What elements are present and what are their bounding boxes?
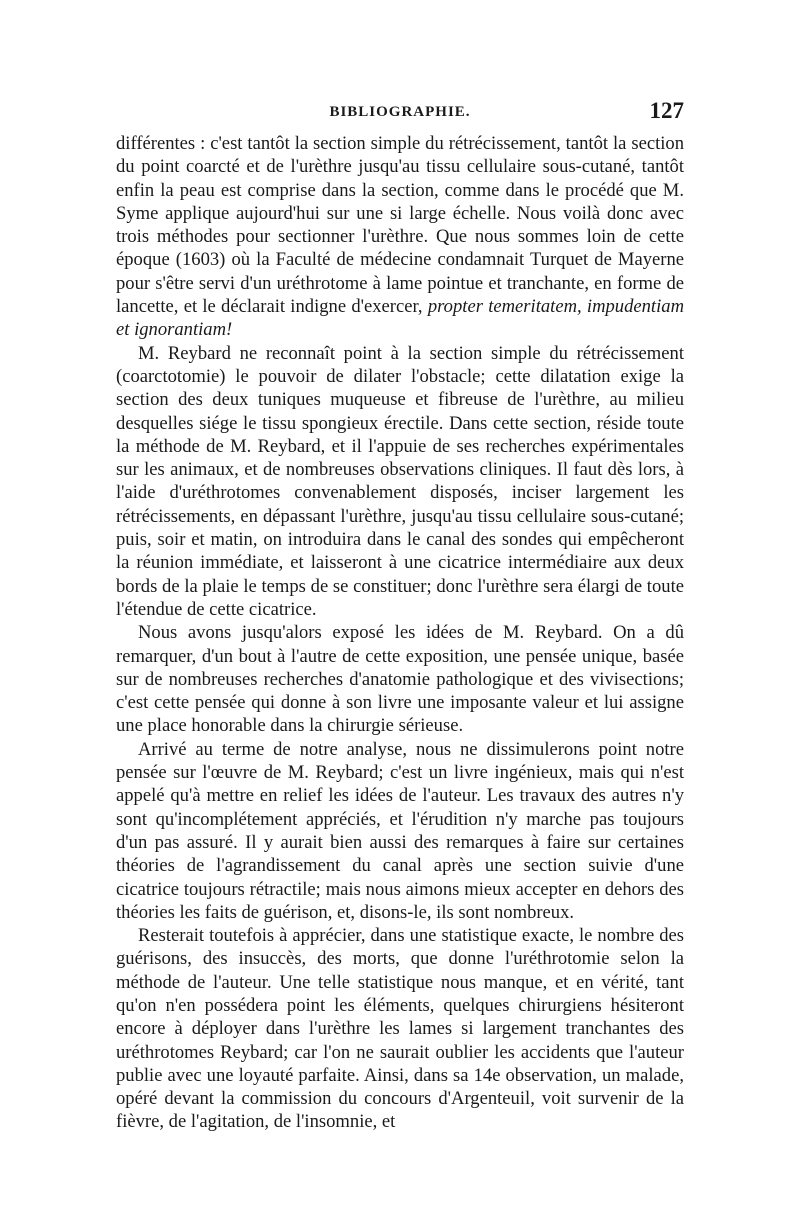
paragraph-5: Resterait toutefois à apprécier, dans une statistique exacte, le nombre des guérisons, des insuccès, des morts, que donne l'uréthrotomie selon la méthode de l'auteur. Une telle statistique nous manque, et en vérité, tant qu'on n'en possédera point les éléments, quelques chirurgiens hésiteront encore à déployer dans l'urèthre les lames si largement tranchantes des uréthrotomes Reybard; car l'on ne saurait oublier les accidents que l'auteur publie avec une loyauté parfaite. Ainsi, dans sa 14e observation, un malade, opéré devant la commission du concours d'Argenteuil, voit survenir de la fièvre, de l'agitation, de l'insomnie, et [116,925,684,1133]
latin-quote: propter temeritatem, impudentiam et ignorantiam! [116,296,684,341]
paragraph-2: M. Reybard ne reconnaît point à la section simple du rétrécissement (coarctotomie) le pouvoir de dilater l'obstacle; cette dilatation exige la section des deux tuniques muqueuse et fibreuse de l'urèthre, au milieu desquelles siége le tissu spongieux érectile. Dans cette section, réside toute la méthode de M. Reybard, et il l'appuie de ses recherches expérimentales sur les animaux, et de nombreuses observations cliniques. Il faut dès lors, à l'aide d'uréthrotomes convenablement disposés, inciser largement les rétrécissements, en dépassant l'urèthre, jusqu'au tissu cellulaire sous-cutané; puis, soir et matin, on introduira dans le canal des sondes qui empêcheront la réunion immédiate, et laisseront à une cicatrice intermédiaire aux deux bords de la plaie le temps de se constituer; donc l'urèthre sera élargi de toute l'étendue de cette cicatrice. [116,342,684,620]
paragraph-1 [116,132,684,342]
paragraph-4: Arrivé au terme de notre analyse, nous ne dissimulerons point notre pensée sur l'œuvre de M. Reybard; c'est un livre ingénieux, mais qui n'est appelé qu'à mettre en relief les idées de l'auteur. Les travaux des autres n'y sont qu'incomplétement appréciés, et l'érudition n'y marche pas toujours d'un pas assuré. Il y aurait bien aussi des remarques à faire sur certaines théories de l'agrandissement du canal après une section suivie d'une cicatrice toujours rétractile; mais nous aimons mieux accepter en dehors des théories les faits de guérison, et, disons-le, ils sont nombreux. [116,738,684,923]
running-title: BIBLIOGRAPHIE. [329,104,471,120]
paragraph-1-text: différentes : c'est tantôt la section simple du rétrécissement, tantôt la section du point coarcté et de l'urèthre jusqu'au tissu cellulaire sous-cutané, tantôt enfin la peau est comprise dans la section, comme dans le procédé que M. Syme applique aujourd'hui sur une si large échelle. Nous voilà donc avec trois méthodes pour sectionner l'urèthre. Que nous sommes loin de cette époque (1603) où la Faculté de médecine condamnait Turquet de Mayerne pour s'être servi d'un uréthrotome à lame pointue et tranchante, en forme de lancette, et le déclarait indigne d'exercer, [116,133,684,318]
running-head [116,100,684,130]
page-number: 127 [649,98,684,123]
paragraph-3: Nous avons jusqu'alors exposé les idées de M. Reybard. On a dû remarquer, d'un bout à l'autre de cette exposition, une pensée unique, basée sur de nombreuses recherches d'anatomie pathologique et des vivisections; c'est cette pensée qui donne à son livre une imposante valeur et lui assigne une place honorable dans la chirurgie sérieuse. [116,622,684,737]
body-text [116,132,684,1134]
